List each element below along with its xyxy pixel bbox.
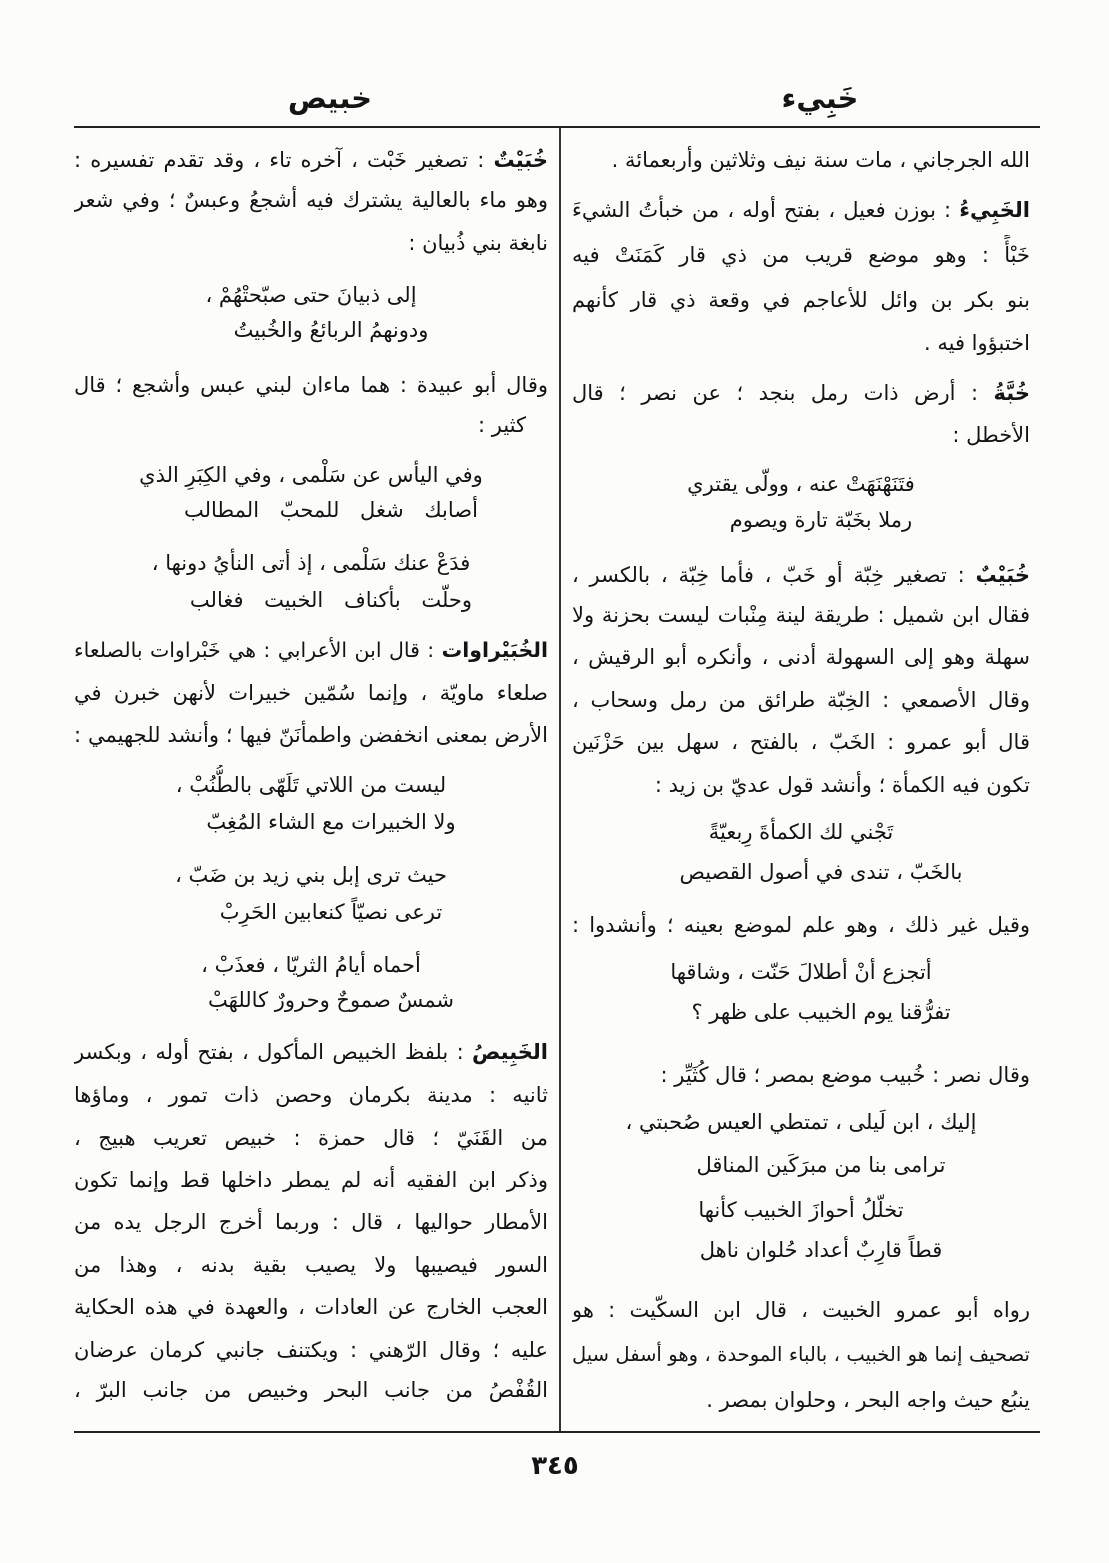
text-line: صلعاء ماويّة ، وإنما سُمّين خبيرات لأنهن خبرن في: [74, 681, 548, 705]
verse-line: تَجْني لك الكمأةَ رِبعيّةً: [708, 820, 894, 844]
line-text: : أرض ذات رمل بنجد ؛ عن نصر ؛ قال: [572, 381, 994, 405]
text-line: نابغة بني ذُبيان :: [408, 231, 548, 255]
text-line: [74, 630, 548, 670]
verse-line: ترامى بنا من مبرَكَين المناقل: [696, 1153, 946, 1177]
verse-line: وحلّت بأكناف الخبيت فغالب: [189, 588, 473, 612]
verse-line: رملا بخَبّة تارة ويصوم: [729, 508, 913, 532]
line-text: : تصغير خِبّة أو خَبّ ، فأما خِبّة ، بالكسر ،: [572, 563, 976, 587]
headword: الخَبِيءُ: [959, 198, 1030, 222]
verse-line: تفرُّقنا يوم الخبيب على ظهر ؟: [691, 1000, 951, 1024]
verse-line: حيث ترى إبل بني زيد بن ضَبّ ،: [175, 863, 447, 887]
text-line: الأمطار حواليها ، قال : وربما أخرج الرجل يده من: [74, 1210, 548, 1234]
text-line: وقال أبو عبيدة : هما ماءان لبني عبس وأشجع ؛ قال: [74, 373, 548, 397]
verse-line: فتَنَهْنَهَتْ عنه ، وولّى يقتري: [687, 472, 915, 496]
headword: خُبَيْبٌ: [975, 563, 1030, 587]
page-number: ٣٤٥: [531, 1451, 579, 1481]
verse-line: بالخَبّ ، تندى في أصول القصيص: [679, 860, 963, 884]
text-line: فقال ابن شميل : طريقة لينة مِنْبات ليست بحزنة ولا: [572, 603, 1030, 627]
right-column: [572, 0, 1030, 1430]
text-line: العجب الخارج عن العادات ، والعهدة في هذه الحكاية: [74, 1295, 548, 1319]
text-line: بنو بكر بن وائل للأعاجم في وقعة ذي قار كأنهم: [572, 288, 1030, 312]
text-line: [74, 1032, 548, 1072]
verse-line: وفي اليأس عن سَلْمى ، وفي الكِبَرِ الذي: [139, 463, 483, 487]
headword: الخُبَيْراوات: [441, 638, 548, 662]
text-line: كثير :: [477, 413, 526, 437]
running-head-left: خبيص: [287, 81, 373, 115]
bottom-rule: [74, 1431, 1040, 1433]
verse-line: إلى ذبيانَ حتى صبّحتْهُمْ ،: [205, 283, 417, 307]
line-text: : بوزن فعيل ، بفتح أوله ، من خبأتُ الشيءَ: [572, 198, 960, 222]
text-line: قال أبو عمرو : الخَبّ ، بالفتح ، سهل بين حَزْنَين: [572, 730, 1030, 754]
verse-line: أحماه أيامُ الثريّا ، فعذَبْ ،: [201, 953, 421, 977]
text-line: [74, 140, 548, 180]
text-line: الله الجرجاني ، مات سنة نيف وثلاثين وأربعمائة .: [611, 148, 1030, 172]
verse-line: أصابك شغل للمحبّ المطالب: [184, 498, 478, 522]
headword: الخَبِيصُ: [471, 1040, 548, 1064]
left-column: [74, 0, 548, 1430]
verse-line: تخلّلُ أحوازَ الخبيب كأنها: [698, 1198, 904, 1222]
text-line: وهو ماء بالعالية يشترك فيه أشجعُ وعبسٌ ؛ وفي شعر: [74, 188, 548, 212]
verse-line: إليك ، ابن لَيلى ، تمتطي العيس صُحبتي ،: [625, 1110, 977, 1134]
text-line: القُفْصُ من جانب البحر وخبيص من جانب البرّ ،: [74, 1378, 548, 1402]
text-line: الأخطل :: [952, 423, 1030, 447]
text-line: وقيل غير ذلك ، وهو علم لموضع بعينه ؛ وأنشدوا :: [572, 913, 1030, 937]
text-line: وقال الأصمعي : الخِبّة طرائق من رمل وسحاب ،: [572, 688, 1030, 712]
text-line: اختبؤوا فيه .: [924, 331, 1030, 355]
text-line: سهلة وهو إلى السهولة أدنى ، وأنكره أبو الرقيش ،: [572, 645, 1030, 669]
text-line: الأرض بمعنى انخفضن واطمأنَنّ فيها ؛ وأنشد للجهيمي :: [74, 723, 548, 747]
verse-line: قطاً قارِبٌ أعداد حُلوان ناهل: [699, 1238, 943, 1262]
verse-line: فدَعْ عنك سَلْمى ، إذ أتى النأيُ دونها ،: [151, 551, 471, 575]
text-line: السور فيصيبها ولا يصيب بقية بدنه ، وهذا من: [74, 1253, 548, 1277]
text-line: [572, 555, 1030, 595]
verse-line: شمسٌ صموحٌ وحرورٌ كاللهَبْ: [208, 988, 454, 1012]
text-line: [572, 373, 1030, 413]
text-line: وقال نصر : خُبيب موضع بمصر ؛ قال كُثَيِّر :: [660, 1063, 1030, 1087]
line-text: : تصغير خَبْت ، آخره تاء ، وقد تقدم تفسيره :: [74, 148, 494, 172]
text-line: ثانيه : مدينة بكرمان وحصن ذات تمور ، وماؤها: [74, 1083, 548, 1107]
verse-line: ليست من اللاتي تَلَهّى بالطُّنُبْ ،: [175, 773, 447, 797]
line-text: : قال ابن الأعرابي : هي خَبْراوات بالصلعاء: [74, 638, 442, 662]
text-line: عليه ؛ وقال الرّهني : ويكتنف جانبي كرمان عرضان: [74, 1338, 548, 1362]
headword: خُبَّةُ: [993, 381, 1030, 405]
text-line: من القَنَيّ ؛ قال حمزة : خبيص تعريب هبيج ،: [74, 1126, 548, 1150]
text-line: وذكر ابن الفقيه أنه لم يمطر داخلها قط وإنما تكون: [74, 1168, 548, 1192]
text-line: خَبْأً : وهو موضع قريب من ذي قار كَمَنَتْ فيه: [572, 243, 1030, 267]
text-line: تصحيف إنما هو الخبيب ، بالباء الموحدة ، وهو أسفل سيل: [572, 1343, 1030, 1366]
line-text: : بلفظ الخبيص المأكول ، بفتح أوله ، وبكسر: [74, 1040, 472, 1064]
verse-line: ولا الخبيرات مع الشاء المُغِبّ: [206, 810, 456, 834]
text-line: رواه أبو عمرو الخبيت ، قال ابن السكّيت : هو: [572, 1298, 1030, 1322]
text-line: ينبُع حيث واجه البحر ، وحلوان بمصر .: [706, 1388, 1030, 1412]
verse-line: أتجزع أنْ أطلالَ حَنّت ، وشاقها: [670, 960, 932, 984]
text-line: [572, 190, 1030, 230]
verse-line: ترعى نصيّاً كنعابين الحَرِبْ: [219, 900, 443, 924]
verse-line: ودونهمُ الربائعُ والخُبيتُ: [233, 318, 429, 342]
text-line: تكون فيه الكمأة ؛ وأنشد قول عديّ بن زيد :: [654, 773, 1030, 797]
headword: خُبَيْتٌ: [493, 148, 548, 172]
column-divider: [559, 128, 561, 1431]
running-head-right: خَبِيء: [781, 81, 859, 115]
